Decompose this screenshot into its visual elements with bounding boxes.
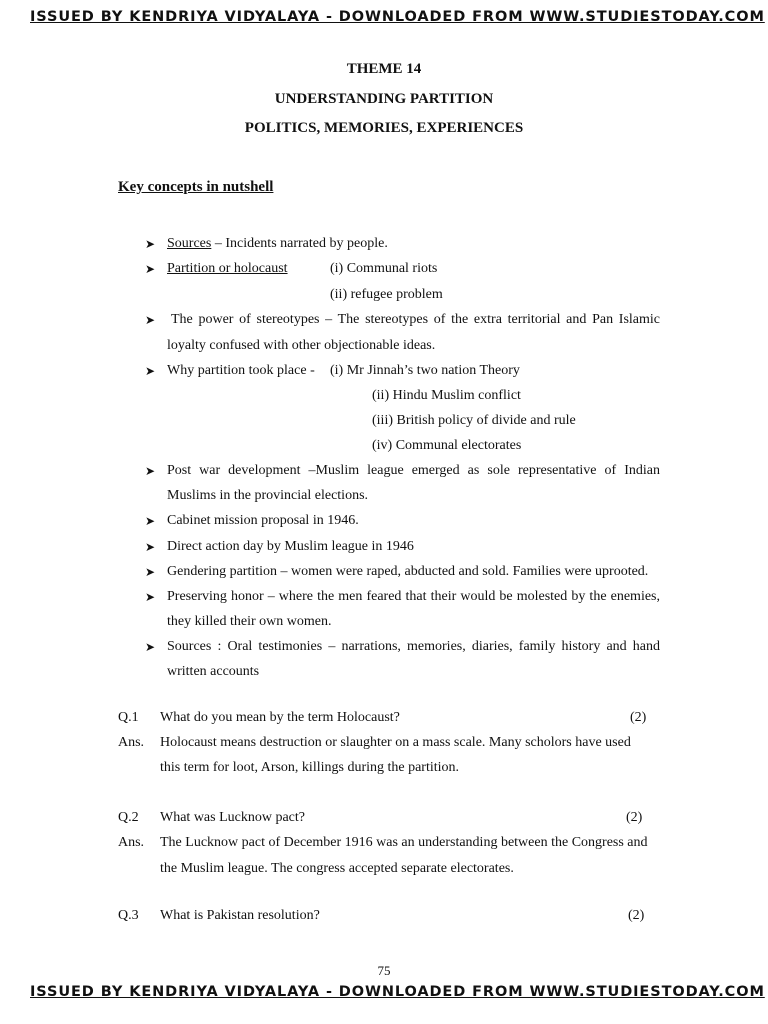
answer-text: the Muslim league. The congress accepted separate electorates. [160,861,514,876]
list-subitem: (iii) British policy of divide and rule [372,413,576,428]
question-text: What is Pakistan resolution? [160,908,320,923]
question-number: Q.1 [118,710,139,725]
bullet-term: Sources [167,236,212,251]
list-item [167,235,388,253]
bullet-term: Partition or holocaust [167,261,288,276]
footer-banner: ISSUED BY KENDRIYA VIDYALAYA - DOWNLOADED FROM WWW.STUDIESTODAY.COM [30,984,765,1000]
question-marks: (2) [630,710,647,725]
arrow-bullet-icon: ➤ [145,540,156,554]
arrow-bullet-icon: ➤ [145,364,156,378]
answer-text: Holocaust means destruction or slaughter on a mass scale. Many scholors have used [160,735,631,750]
arrow-bullet-icon: ➤ [145,640,156,654]
header-banner: ISSUED BY KENDRIYA VIDYALAYA - DOWNLOADED FROM WWW.STUDIESTODAY.COM [30,9,765,25]
question-text: What was Lucknow pact? [160,810,305,825]
arrow-bullet-icon: ➤ [145,313,156,327]
arrow-bullet-icon: ➤ [145,464,156,478]
list-item: Why partition took place - [167,363,315,378]
list-item-continued: loyalty confused with other objectionable ideas. [167,338,436,353]
bullet-text: – Incidents narrated by people. [211,236,388,251]
page-number: 75 [377,963,391,978]
arrow-bullet-icon: ➤ [145,590,156,604]
list-item: Post war development –Muslim league emerged as sole representative of Indian [167,463,660,478]
answer-label: Ans. [118,735,145,750]
list-item-continued: they killed their own women. [167,614,332,629]
list-item: The power of stereotypes – The stereotypes of the extra territorial and Pan Islamic [171,312,660,327]
question-number: Q.2 [118,810,139,825]
list-item-continued: Muslims in the provincial elections. [167,488,369,503]
list-subitem: (i) Mr Jinnah’s two nation Theory [330,363,520,378]
list-item: Cabinet mission proposal in 1946. [167,513,359,528]
theme-number: THEME 14 [346,61,422,77]
arrow-bullet-icon: ➤ [145,514,156,528]
list-subitem: (iv) Communal electorates [372,438,522,453]
list-item-continued: written accounts [167,664,260,679]
section-heading: Key concepts in nutshell [118,179,274,195]
list-item: Direct action day by Muslim league in 1946 [167,539,414,554]
arrow-bullet-icon: ➤ [145,237,156,251]
arrow-bullet-icon: ➤ [145,565,156,579]
list-item [167,260,437,278]
question-marks: (2) [626,810,643,825]
list-item: Sources : Oral testimonies – narrations, memories, diaries, family history and hand [167,639,660,654]
bullet-text: (i) Communal riots [330,261,438,276]
question-text: What do you mean by the term Holocaust? [160,710,400,725]
answer-text: The Lucknow pact of December 1916 was an understanding between the Congress and [160,835,648,850]
answer-text: this term for loot, Arson, killings during the partition. [160,760,460,775]
answer-label: Ans. [118,835,145,850]
theme-subtitle: POLITICS, MEMORIES, EXPERIENCES [244,120,524,136]
list-item: Gendering partition – women were raped, abducted and sold. Families were uprooted. [167,564,649,579]
arrow-bullet-icon: ➤ [145,262,156,276]
question-marks: (2) [628,908,645,923]
list-subitem: (ii) Hindu Muslim conflict [372,388,521,403]
list-item: Preserving honor – where the men feared that their would be molested by the enemies, [167,589,660,604]
question-number: Q.3 [118,908,139,923]
list-subitem: (ii) refugee problem [330,287,443,302]
theme-title: UNDERSTANDING PARTITION [274,91,494,107]
